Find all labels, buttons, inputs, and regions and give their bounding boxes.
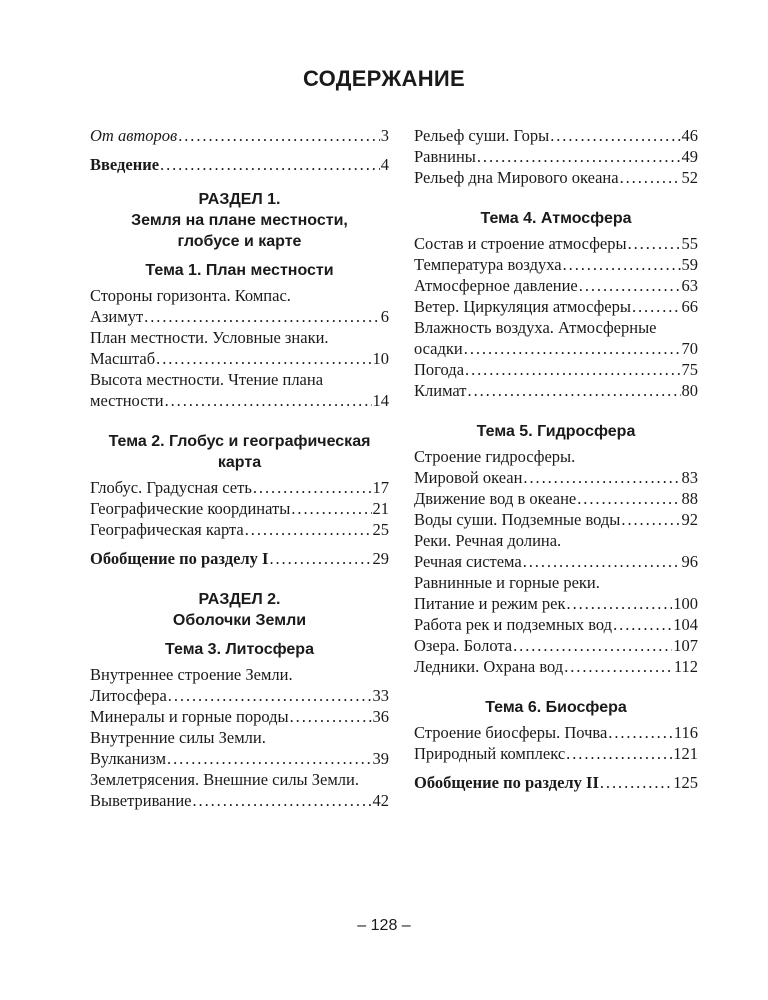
entry-page: 70: [681, 339, 698, 358]
toc-entry[interactable]: [90, 348, 389, 369]
leader-dots: [613, 614, 672, 635]
leader-dots: [165, 390, 372, 411]
entry-title: Равнины: [414, 147, 476, 166]
entry-title: Строение гидросферы.: [414, 447, 576, 466]
leader-dots: [567, 593, 673, 614]
leader-dots: [579, 275, 681, 296]
entry-page: 88: [681, 489, 698, 508]
leader-dots: [600, 772, 672, 793]
entry-page: 75: [681, 360, 698, 379]
entry-title: Минералы и горные породы: [90, 707, 289, 726]
entry-title: Погода: [414, 360, 465, 379]
entry-page: 33: [372, 686, 389, 705]
leader-dots: [160, 154, 380, 175]
entry-title: Мировой океан: [414, 468, 523, 487]
entry-title: Реки. Речная долина.: [414, 531, 562, 550]
toc-column-left: [90, 125, 389, 811]
entry-title: осадки: [414, 339, 463, 358]
entry-title: Ветер. Циркуляция атмосферы: [414, 297, 631, 316]
leader-dots: [477, 146, 681, 167]
toc-column-right: [414, 125, 698, 793]
toc-entry[interactable]: [414, 488, 698, 509]
leader-dots: [168, 685, 372, 706]
entry-title: Температура воздуха: [414, 255, 562, 274]
leader-dots: [608, 722, 673, 743]
entry-page: 112: [673, 657, 698, 676]
toc-entry[interactable]: [90, 306, 389, 327]
toc-entry[interactable]: [414, 467, 698, 488]
leader-dots: [291, 498, 371, 519]
leader-dots: [245, 519, 372, 540]
leader-dots: [156, 348, 371, 369]
entry-title: Землетрясения. Внешние силы Земли.: [90, 770, 359, 789]
leader-dots: [620, 167, 681, 188]
entry-title: Географические координаты: [90, 499, 291, 518]
entry-page: 121: [673, 744, 698, 763]
toc-entry[interactable]: [90, 748, 389, 769]
leader-dots: [523, 467, 680, 488]
toc-entry[interactable]: [90, 548, 389, 569]
entry-title: Глобус. Градусная сеть: [90, 478, 252, 497]
entry-title: Внутреннее строение Земли.: [90, 665, 293, 684]
entry-page: 25: [372, 520, 389, 539]
entry-page: 52: [681, 168, 698, 187]
toc-entry[interactable]: [90, 125, 389, 146]
leader-dots: [290, 706, 372, 727]
toc-entry[interactable]: [414, 772, 698, 793]
entry-title: Рельеф дна Мирового океана: [414, 168, 619, 187]
entry-page: 80: [681, 381, 698, 400]
toc-entry[interactable]: [414, 296, 698, 317]
entry-title: Строение биосферы. Почва: [414, 723, 608, 742]
entry-page: 17: [372, 478, 389, 497]
leader-dots: [577, 488, 680, 509]
entry-title: План местности. Условные знаки.: [90, 328, 329, 347]
entry-page: 100: [673, 594, 698, 613]
toc-entry[interactable]: [414, 359, 698, 380]
toc-entry[interactable]: [414, 167, 698, 188]
page-title: СОДЕРЖАНИЕ: [302, 66, 466, 91]
topic-heading: Тема 3. Литосфера: [165, 641, 314, 658]
section-heading: Земля на плане местности,: [131, 212, 348, 229]
entry-page: 49: [681, 147, 698, 166]
leader-dots: [464, 338, 681, 359]
toc-entry[interactable]: [90, 390, 389, 411]
entry-page: 46: [681, 126, 698, 145]
toc-entry[interactable]: [90, 706, 389, 727]
toc-entry[interactable]: [414, 380, 698, 401]
toc-entry[interactable]: [90, 790, 389, 811]
entry-title: Внутренние силы Земли.: [90, 728, 266, 747]
entry-page: 14: [372, 391, 389, 410]
entry-page: 10: [372, 349, 389, 368]
entry-page: 96: [681, 552, 698, 571]
entry-page: 125: [673, 773, 698, 792]
entry-title: Обобщение по разделу II: [414, 773, 599, 792]
entry-page: 42: [372, 791, 389, 810]
toc-entry[interactable]: [414, 146, 698, 167]
toc-entry[interactable]: [90, 477, 389, 498]
entry-page: 21: [372, 499, 389, 518]
entry-page: 29: [372, 549, 389, 568]
entry-page: 4: [380, 155, 389, 174]
toc-entry[interactable]: [414, 722, 698, 743]
entry-page: 6: [380, 307, 389, 326]
toc-entry[interactable]: [414, 254, 698, 275]
toc-entry[interactable]: [414, 614, 698, 635]
topic-heading: Тема 2. Глобус и географическая: [108, 433, 371, 450]
entry-page: 39: [372, 749, 389, 768]
section-heading: РАЗДЕЛ 1.: [198, 191, 281, 208]
toc-entry[interactable]: [90, 685, 389, 706]
leader-dots: [513, 635, 672, 656]
entry-title: Рельеф суши. Горы: [414, 126, 550, 145]
toc-entry[interactable]: [90, 498, 389, 519]
entry-title: Высота местности. Чтение плана: [90, 370, 324, 389]
entry-title: Литосфера: [90, 686, 167, 705]
entry-title: Вулканизм: [90, 749, 167, 768]
entry-page: 3: [380, 126, 389, 145]
entry-title: Равнинные и горные реки.: [414, 573, 600, 592]
toc-entry[interactable]: [414, 338, 698, 359]
toc-entry[interactable]: [414, 635, 698, 656]
entry-title: Обобщение по разделу I: [90, 549, 269, 568]
toc-entry[interactable]: [414, 125, 698, 146]
entry-title: Воды суши. Подземные воды: [414, 510, 621, 529]
entry-title: Географическая карта: [90, 520, 244, 539]
leader-dots: [550, 125, 680, 146]
leader-dots: [563, 254, 681, 275]
entry-title: Состав и строение атмосферы: [414, 234, 627, 253]
entry-title: Влажность воздуха. Атмосферные: [414, 318, 657, 337]
entry-title: Атмосферное давление: [414, 276, 578, 295]
toc-entry[interactable]: [414, 593, 698, 614]
entry-title: Движение вод в океане: [414, 489, 577, 508]
entry-title: Речная система: [414, 552, 522, 571]
entry-title: Работа рек и подземных вод: [414, 615, 613, 634]
entry-page: 104: [673, 615, 698, 634]
entry-page: 36: [372, 707, 389, 726]
toc-entry[interactable]: [90, 519, 389, 540]
entry-title: Стороны горизонта. Компас.: [90, 286, 291, 305]
topic-heading: карта: [217, 454, 262, 471]
topic-heading: Тема 6. Биосфера: [485, 699, 627, 716]
entry-title: От авторов: [90, 126, 178, 145]
entry-page: 116: [673, 723, 698, 742]
entry-title: Природный комплекс: [414, 744, 566, 763]
leader-dots: [253, 477, 372, 498]
leader-dots: [621, 509, 680, 530]
leader-dots: [167, 748, 371, 769]
entry-title: Озера. Болота: [414, 636, 513, 655]
leader-dots: [564, 656, 673, 677]
section-heading: глобусе и карте: [177, 233, 302, 250]
entry-page: 59: [681, 255, 698, 274]
toc-entry[interactable]: [90, 154, 389, 175]
toc-entry[interactable]: [414, 656, 698, 677]
entry-page: 63: [681, 276, 698, 295]
leader-dots: [178, 125, 380, 146]
topic-heading: Тема 4. Атмосфера: [480, 210, 632, 227]
entry-page: 92: [681, 510, 698, 529]
toc-entry[interactable]: [414, 233, 698, 254]
leader-dots: [269, 548, 371, 569]
entry-title: Азимут: [90, 307, 144, 326]
entry-title: Питание и режим рек: [414, 594, 566, 613]
toc-entry[interactable]: [414, 551, 698, 572]
leader-dots: [523, 551, 681, 572]
topic-heading: Тема 1. План местности: [145, 262, 334, 279]
toc-entry[interactable]: [414, 275, 698, 296]
leader-dots: [566, 743, 672, 764]
entry-page: 107: [673, 636, 698, 655]
entry-page: 83: [681, 468, 698, 487]
leader-dots: [465, 359, 680, 380]
entry-page: 66: [681, 297, 698, 316]
leader-dots: [144, 306, 380, 327]
leader-dots: [192, 790, 371, 811]
leader-dots: [468, 380, 681, 401]
entry-page: 55: [681, 234, 698, 253]
toc-entry[interactable]: [414, 509, 698, 530]
leader-dots: [628, 233, 681, 254]
section-heading: Оболочки Земли: [172, 612, 307, 629]
section-heading: РАЗДЕЛ 2.: [198, 591, 281, 608]
entry-title: Введение: [90, 155, 160, 174]
toc-entry[interactable]: [414, 743, 698, 764]
entry-title: Ледники. Охрана вод: [414, 657, 564, 676]
topic-heading: Тема 5. Гидросфера: [476, 423, 636, 440]
entry-title: Климат: [414, 381, 467, 400]
leader-dots: [632, 296, 681, 317]
entry-title: местности: [90, 391, 164, 410]
entry-title: Масштаб: [90, 349, 156, 368]
entry-title: Выветривание: [90, 791, 192, 810]
page-number: – 128 –: [357, 917, 411, 934]
